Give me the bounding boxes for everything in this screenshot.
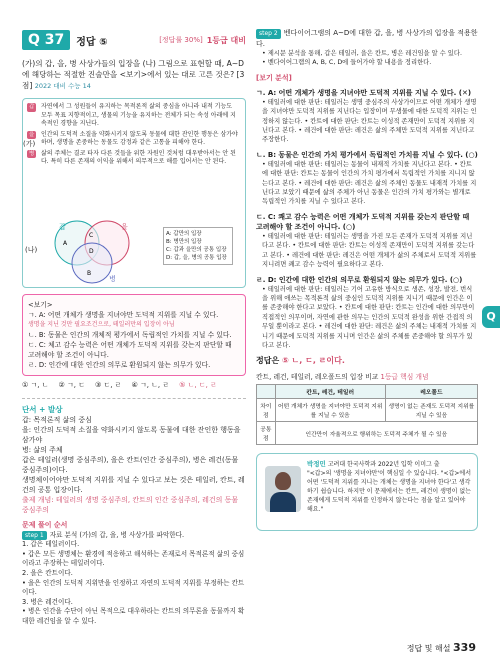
step1-text: 자료 분석 (가)의 갑, 을, 병 사상가를 파악한다. bbox=[49, 530, 185, 539]
side-tab[interactable]: Q bbox=[482, 306, 500, 328]
step1-badge: step 1 bbox=[22, 531, 47, 541]
legend-item: C: 갑과 을만의 공통 입장 bbox=[166, 247, 227, 253]
method-sub: • 병은 인간을 수단이 아닌 목적으로 대우하라는 칸트의 의무론을 동물까지 확대한 레건임을 알 수 있다. bbox=[22, 607, 245, 625]
teacher-header bbox=[307, 460, 471, 469]
section-body: • 테일러에 대한 판단: 테일러는 생명 중심주의 사상가이므로 어떤 개체가 생명을 지녀야만 도덕적 지위를 지닌다는 입장이며 무생물에 대한 도덕적 지위는 인정하지 않는다. • 칸트에 대한 판단: 칸트는 이성적 존재만이 도덕적 지위를 지닌다고 본다. • 레건에 대한 판단: 레건은 삶의 주체만 도덕적 지위를 지닌다고 주장한다. bbox=[262, 98, 477, 144]
method-title: 문제 풀이 순서 bbox=[22, 521, 68, 529]
step2-line: • 제시문 분석을 통해, 갑은 테일러, 을은 칸트, 병은 레건임을 알 수 있다. bbox=[262, 50, 462, 57]
teacher-text: "<갑>의 '생명을 지녀야만'이 핵심일 수 있습니다. "<갑>에서 어떤 '도덕적 지위를 지니는 개체는 생명을 지녀야 한다'고 생각하기 쉽습니다. 하지만 이 문제에서는 칸트, 레건이 생명이 없는 존재에게 도덕적 지위를 인정하지 않는다는 점을 알고 있어야 해요." bbox=[307, 470, 471, 514]
venn-D: D bbox=[89, 248, 94, 255]
table-header: 레오폴드 bbox=[385, 385, 477, 399]
legend-item: B: 병만의 입장 bbox=[166, 239, 202, 245]
view-analysis-title: [보기 분석] bbox=[256, 73, 292, 82]
figure-label-na: (나) bbox=[25, 246, 38, 254]
thinker-statements bbox=[27, 103, 239, 211]
right-column bbox=[256, 28, 478, 531]
venn-label-gap: 갑 bbox=[59, 223, 66, 231]
page-number: 339 bbox=[453, 641, 476, 654]
clue-line: 을: 인간의 도덕적 소질을 약화시키지 않도록 동물에 대한 잔인한 행동을 삼가야 bbox=[22, 426, 241, 444]
venn-B: B bbox=[87, 270, 92, 277]
page-footer bbox=[407, 641, 476, 654]
answer-label: 정답 ⑤ bbox=[76, 36, 108, 48]
option-3[interactable]: ③ ㄷ, ㄹ bbox=[94, 381, 122, 389]
table-header: 칸트, 레건, 테일러 bbox=[275, 385, 385, 399]
teacher-box bbox=[256, 453, 478, 531]
option-5[interactable]: ⑤ ㄴ, ㄷ, ㄹ bbox=[179, 381, 217, 389]
table-cell: 생명이 없는 존재도 도덕적 지위를 지닐 수 있음 bbox=[385, 399, 477, 422]
question-header bbox=[22, 28, 246, 52]
choices-box bbox=[22, 294, 246, 376]
divider bbox=[22, 398, 246, 399]
table-cell: 인간만이 자율적으로 행위하는 도덕적 주체가 될 수 있음 bbox=[275, 422, 477, 445]
table-cell: 어떤 개체가 생명을 지녀야만 도덕적 지위를 지닐 수 있음 bbox=[275, 399, 385, 422]
method-sub: • 을은 인간의 도덕적 지위만을 인정하고 자연의 도덕적 지위를 부정하는 칸트이다. bbox=[22, 578, 245, 597]
method-sub: 3. 병은 레건이다. bbox=[22, 597, 73, 606]
method-sub: 2. 을은 칸트이다. bbox=[22, 568, 73, 577]
table-row bbox=[257, 399, 478, 422]
choice-item: ㄱ. A: 어떤 개체가 생명을 지녀야만 도덕적 지위를 지닐 수 있다. bbox=[28, 311, 219, 319]
choices-intro: <보기> bbox=[28, 301, 53, 309]
section-head: ㄷ. C: 쾌고 감수 능력은 어떤 개체가 도덕적 지위를 갖는지 판단할 때 고려해야 할 조건이 아니다. (○) bbox=[256, 212, 470, 231]
step2-line: • 벤다이어그램의 A, B, C, D에 들어가야 할 내용을 정리한다. bbox=[262, 59, 432, 67]
option-1[interactable]: ① ㄱ, ㄴ bbox=[22, 381, 49, 389]
table-cell: 차이점 bbox=[257, 399, 276, 422]
clue-line: 갑은 테일러(생명 중심주의), 을은 칸트(인간 중심주의), 병은 레건(동물 중심주의)이다. bbox=[22, 456, 239, 474]
choice-item: ㄷ. C: 체고 감수 능력은 어떤 개체가 도덕적 지위를 갖는지 판단할 때 고려해야 할 조건이 아니다. bbox=[28, 341, 232, 359]
method-section bbox=[22, 521, 246, 627]
section-head: ㄴ. B: 동물은 인간의 가치 평가에서 독립적인 가치를 지닐 수 있다. (○) bbox=[256, 150, 478, 159]
legend-item: D: 갑, 을, 병의 공통 입장 bbox=[166, 255, 227, 261]
question-source: 2022 대비 수능 14 bbox=[34, 82, 91, 90]
comparison-table bbox=[256, 384, 478, 445]
option-2[interactable]: ② ㄱ, ㄷ bbox=[58, 381, 85, 389]
exam-note: 출제 개념: 테일러의 생명 중심주의, 칸트의 인간 중심주의, 레건의 동물 중심주의 bbox=[22, 496, 239, 514]
figure-label-ga: (가) bbox=[23, 140, 36, 148]
step2-row bbox=[256, 28, 478, 49]
venn-legend bbox=[163, 227, 233, 265]
choice-note: 생명을 지닌 것만 필요조건으로, 테일러만의 입장이 아님 bbox=[28, 321, 175, 328]
table-title: 칸트, 레건, 테일러, 레오폴드의 입장 비교 1등급 핵심 개념 bbox=[256, 373, 429, 382]
clue-line: 갑: 목적론적 삶의 중심 bbox=[22, 416, 92, 424]
method-sub: 1. 갑은 테일러이다. bbox=[22, 540, 80, 549]
step2-text: 벤다이어그램의 A~D에 대한 갑, 을, 병 사상가의 입장을 적용한다. bbox=[256, 29, 478, 48]
teacher-name: 박정민 bbox=[307, 460, 326, 469]
clue-title: 단서 + 발상 bbox=[22, 405, 63, 414]
clue-section bbox=[22, 405, 246, 515]
section-body: • 테일러에 대한 판단: 테일러는 생명을 가진 모든 존재가 도덕적 지위를 지닌다고 본다. • 칸트에 대한 판단: 칸트는 이성적 존재만이 도덕적 지위를 갖는다고 본다. • 레건에 대한 판단: 레건은 어떤 개체가 삶의 주체로서 도덕적 지위를 지니려면 쾌고 감수 능력이 필요하다고 본다. bbox=[262, 232, 477, 269]
choice-item: ㄴ. B: 동물은 인간의 개체적 평가에서 독립적인 가치를 지닐 수 있다. bbox=[28, 331, 232, 339]
choice-item: ㄹ. D: 인간에 대한 인간의 의무로 환원되지 않는 의무가 있다. bbox=[28, 361, 211, 369]
option-4[interactable]: ④ ㄱ, ㄴ, ㄹ bbox=[131, 381, 170, 389]
correct-rate: [정답률 30%] bbox=[159, 36, 203, 44]
question-number: Q 37 bbox=[22, 30, 70, 50]
answer-summary: 정답은 ⑤ ㄴ, ㄷ, ㄹ이다. bbox=[256, 356, 345, 366]
table-tag: 1등급 핵심 개념 bbox=[380, 373, 429, 382]
footer-label: 정답 및 해설 bbox=[406, 644, 451, 653]
step1-row bbox=[22, 531, 246, 541]
section-head: ㄱ. A: 어떤 개체가 생명을 지녀야만 도덕적 지위를 지닐 수 있다. (✕) bbox=[256, 88, 472, 97]
figure-box bbox=[22, 98, 246, 288]
table-header bbox=[257, 385, 276, 399]
venn-C: C bbox=[89, 232, 94, 239]
clue-line: 병: 삶의 주체 bbox=[22, 446, 63, 454]
avatar bbox=[265, 466, 301, 512]
grade-badge: 1등급 대비 bbox=[206, 35, 246, 45]
section-body: • 테일러에 대한 판단: 테일러는 기어 고유한 방식으로 생존, 성장, 발전, 번식을 위해 애쓰는 목적론적 삶의 중심인 도덕적 지위를 지니기 때문에 인간은 이를 존중해야 한다고 보았다. • 칸트에 대한 판단: 칸트는 인간에 대한 의무만이 직접적인 의무이며, 자연에 관한 의무는 인간의 도덕적 완성을 위한 간접적 의무일 뿐이라고 본다. • 레건에 대한 판단: 레건은 삶의 주체는 내재적 가치를 지니기 때문에 도덕적 지위를 지니며 인간은 삶의 주체를 존중해야 할 의무가 있다고 본다. bbox=[262, 285, 477, 349]
table-cell: 공통점 bbox=[257, 422, 276, 445]
answer-options bbox=[22, 380, 246, 390]
statement-eul: 을 인간의 도덕적 소질을 약화시키지 않도록 동물에 대한 잔인한 행동은 삼가야 하며, 생명을 존중하는 동물도 감정과 같은 고통을 피해야 한다. bbox=[29, 130, 238, 146]
left-column bbox=[22, 28, 246, 627]
table-row bbox=[257, 422, 478, 445]
step2-badge: step 2 bbox=[256, 29, 281, 39]
venn-label-byeong: 병 bbox=[109, 275, 116, 283]
legend-item: A: 갑만의 입장 bbox=[166, 231, 202, 237]
clue-line: 생명체이어야만 도덕적 지위를 지닐 수 있다고 보는 것은 테일러, 칸트, 레건의 공통 입장이다. bbox=[22, 476, 245, 494]
statement-gap: 갑 자연에서 그 성원들이 유지하는 목적론적 삶의 중심을 아니라 내적 기능도 모두 목표 지향적이고, 생물의 기능을 유지하는 전체가 되는 속성 아래에 지속적인 경향을 지닌다. bbox=[29, 103, 236, 127]
table-header-row bbox=[257, 385, 478, 399]
venn-label-eul: 을 bbox=[121, 223, 128, 231]
teacher-role: 고려대 한국사학과 2022년 입학 이미그 출 bbox=[327, 461, 440, 469]
section-body: • 테일러에 대한 판단: 테일러는 동물이 내재적 가치를 지닌다고 본다. • 칸트에 대한 판단: 칸트는 동물이 인간의 가치 평가에서 독립적인 가치를 지니지 않는다고 본다. • 레건에 대한 판단: 레건은 삶의 주체인 동물도 내재적 가치를 지닌다고 보았기 때문에 삶의 주체가 아닌 동물은 인간의 가치 평가와는 별개로 독립적인 가치를 지닐 수 있다고 본다. bbox=[262, 160, 477, 206]
venn-diagram bbox=[37, 215, 157, 285]
section-head: ㄹ. D: 인간에 대한 인간의 의무로 환원되지 않는 의무가 있다. (○) bbox=[256, 275, 463, 284]
method-sub: • 갑은 모든 생명체는 환경에 적응하고 해석하는 존재로서 목적론적 삶의 중심이라고 주장하는 테일러이다. bbox=[22, 549, 245, 568]
venn-A: A bbox=[63, 240, 68, 247]
question-text: (가)의 갑, 을, 병 사상가들의 입장을 (나) 그림으로 표현할 때, A~D에 해당하는 적절한 진술만을 <보기>에서 있는 대로 고른 것은? [3점] 2022 대비 수능 14 bbox=[22, 59, 245, 90]
statement-byeong: 병 삶의 주체는 결코 타자 다른 것들을 위한 자원인 것처럼 대우받아서는 안 된다. 특히 다른 존재의 이익을 위해서 의무적으로 해를 입어서는 안 된다. bbox=[29, 149, 236, 165]
